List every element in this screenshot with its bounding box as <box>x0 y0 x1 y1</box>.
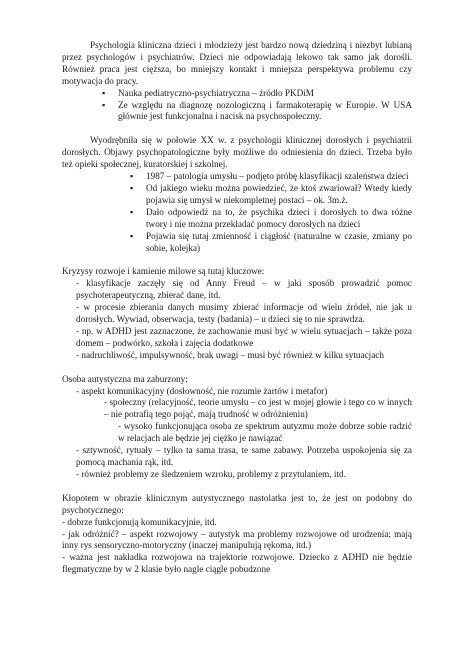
list-item: ▪ Pojawia się tutaj zmienność i ciągłość (naturalne w czasie, zmiany po sobie, kolejka) <box>62 231 412 255</box>
section-heading-adolescent: Kłopotem w obrazie klinicznym autystycznego nastolatka jest to, że jest on podobny do psychotycznego: <box>62 492 412 515</box>
bullet-list-1 <box>62 88 412 124</box>
list-item: ▪ Od jakiego wieku można powiedzieć, że ktoś zwariował? Wtedy kiedy pojawia się umysł w niekompletnej postaci – ok. 3m.ż. <box>62 183 412 207</box>
section-heading-crises: Kryzysy rozwoje i kamienie milowe są tutaj kluczowe: <box>62 266 265 277</box>
list-item: - ważna jest nakładka rozwojowa na trajektorie rozwojowe. Dziecko z ADHD nie będzie flegmatyczne by w 2 klasie było nagle ciągle pobudzone <box>62 552 412 575</box>
list-item: - klasyfikacje zaczęły się od Anny Freud – w jaki sposób prowadzić pomoc psychoterapeutyczną, zbierać dane, itd. <box>76 278 412 301</box>
list-item: - nadruchliwość, impulsywność, brak uwagi – musi być również w kilku sytuacjach <box>76 349 384 360</box>
list-item: - sztywność, rytuały – tylko ta sama trasa, te same zabawy. Potrzeba uspokojenia się za pomocą machania rąk, itd. <box>76 445 412 467</box>
list-item: - np. w ADHD jest zaznaczone, że zachowanie musi być w wielu sytuacjach – także poza domem – podwórko, szkoła i zajęcia dodatkowe <box>76 325 412 348</box>
list-item: ▪ Nauka pediatryczno-psychiatryczna – źródło PKDiM <box>62 88 412 100</box>
paragraph-intro: Psychologia kliniczna dzieci i młodzieży jest bardzo nową dziedziną i niezbyt lubianą przez psychologów i psychiatrów. Dzieci nie odpowiadają lekowo tak samo jak dorośli. Również praca jest cięższa, bo mniejszy kontakt i mniejsza perspektywa problemu czy motywacja do pracy. <box>62 40 412 86</box>
list-item: - również problemy ze śledzeniem wzroku, problemy z przytulaniem, itd. <box>76 468 346 479</box>
list-item: - dobrze funkcjonują komunikacyjnie, itd. <box>62 516 217 527</box>
list-item: ▪ 1987 – patologia umysłu – podjęto próbę klasyfikacji szaleństwa dzieci <box>62 171 412 183</box>
list-item: - jak odróżnić? – aspekt rozwojowy – autystyk ma problemy rozwojowe od urodzenia; mają inny rys sensoryczno-motoryczny (inaczej manipulują rękoma, itd.) <box>62 528 412 551</box>
list-item: - w procesie zbierania danych musimy zbierać informacje od wielu źródeł, nie jak u dorosłych. Wywiad, obserwacja, testy (badania) – u dzieci się to nie sprawdza. <box>76 302 412 325</box>
paragraph-history: Wyodrębniła się w połowie XX w. z psychologii klinicznej dorosłych i psychiatrii dorosłych. Objawy psychopatologiczne były możliwe do odniesienia do dzieci. Trzeba było też opieki społecznej, kuratorskiej i szkolnej. <box>62 135 412 170</box>
list-item: - aspekt komunikacyjny (dosłowność, nie rozumie żartów i metafor) <box>76 385 328 396</box>
list-item: - społeczny (relacyjność, teorie umysłu – co jest w mojej głowie i tego co w innych – nie potrafią tego pojąć, mają trudność w odróżnieniu) <box>104 397 412 420</box>
list-item: ▪ Ze względu na diagnozę nozologiczną i farmakoterapię w Europie. W USA głównie jest funkcjonalna i nacisk na psychospołeczny. <box>62 100 412 124</box>
bullet-list-2 <box>62 171 412 254</box>
list-item: ▪ Dało odpowiedź na to, że psychika dzieci i dorosłych to dwa różne twory i nie można przekładać pomocy dorosłych na dzieci <box>62 207 412 231</box>
section-heading-autism: Osoba autystyczna ma zaburzony: <box>62 373 188 384</box>
list-item: - wysoko funkcjonująca osoba ze spektrum autyzmu może dobrze sobie radzić w relacjach ale będzie jej ciężko je nawiązać <box>118 421 412 444</box>
